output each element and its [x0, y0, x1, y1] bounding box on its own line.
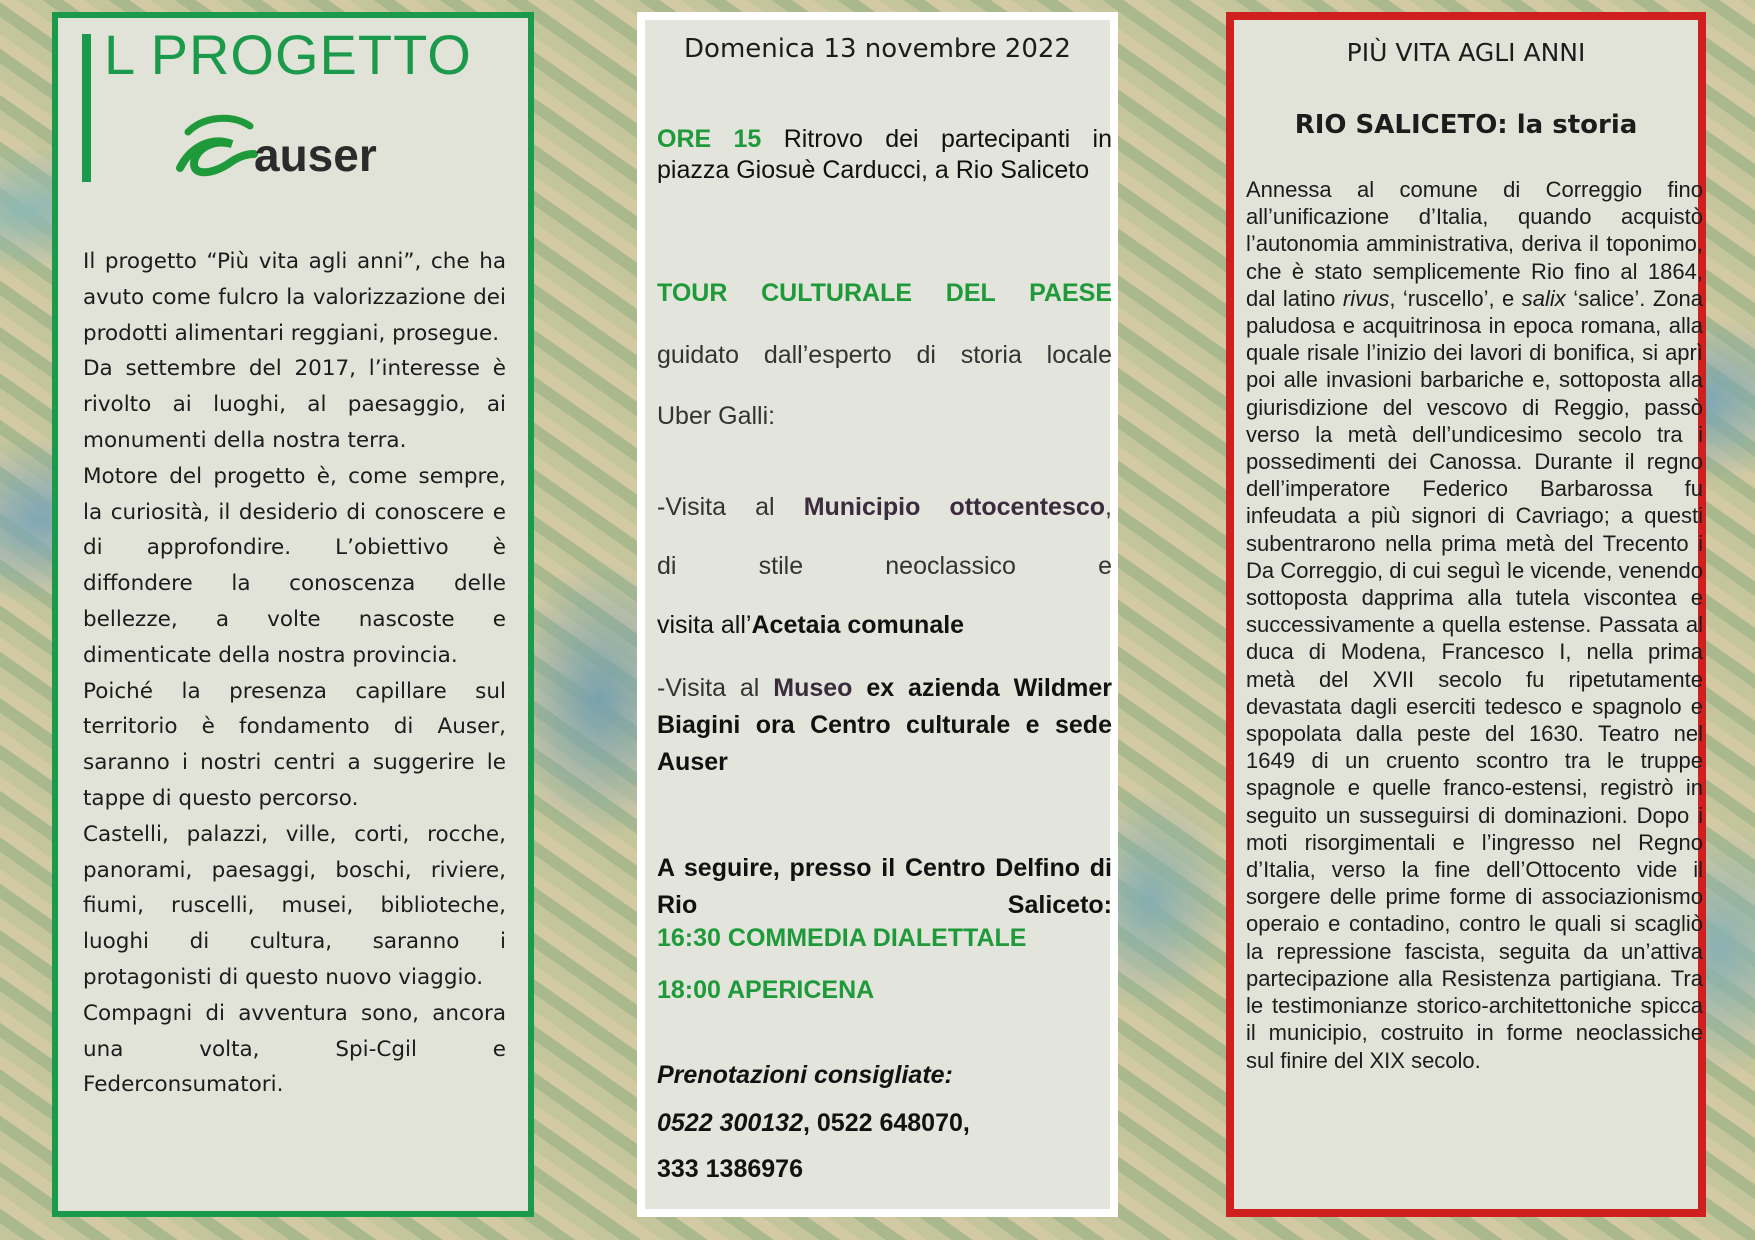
phone-3: 333 1386976 — [657, 1155, 803, 1183]
project-title: L PROGETTO — [104, 23, 472, 86]
phone-separator: , — [802, 1109, 810, 1137]
visit-1-line-2: di stile neoclassico e — [657, 552, 1112, 580]
visit-1-comma: , — [1105, 493, 1112, 521]
paragraph: Compagni di avventura sono, ancora una volta, Spi-Cgil e Federconsumatori. — [83, 1000, 506, 1098]
auser-logo — [170, 108, 430, 198]
meeting-time: ORE 15 — [657, 125, 762, 153]
event-date: Domenica 13 novembre 2022 — [684, 34, 1071, 64]
meeting-block — [657, 124, 1112, 186]
history-text-part: Annessa al comune di Correggio fino all’unificazione d’Italia, quando acquistò l’autonomia amministrativa, deriva il toponimo, che è stato semplicemente Rio fino al 1864, dal latino — [1246, 177, 1703, 311]
logo-wordmark: auser — [254, 129, 377, 181]
paragraph: Il progetto “Più vita agli anni”, che ha avuto come fulcro la valorizzazione dei prodotti alimentari reggiani, prosegue. — [83, 249, 506, 346]
meeting-text: Ritrovo dei partecipanti in piazza Giosuè Carducci, a Rio Saliceto — [657, 125, 1113, 184]
paragraph: Da settembre del 2017, l’interesse è rivolto ai luoghi, al paesaggio, ai monumenti della nostra terra. — [83, 356, 506, 453]
visit-2-rest: ex azienda Wildmer Biagini ora Centro culturale e sede Auser — [657, 674, 1112, 776]
guided-by: guidato dall’esperto di storia locale — [657, 341, 1112, 369]
visit-2-place: Museo — [773, 674, 853, 702]
phone-1: 0522 300132 — [657, 1109, 803, 1137]
right-panel — [1226, 12, 1706, 1217]
visit-2 — [657, 670, 1112, 781]
event-comedy: 16:30 COMMEDIA DIALETTALE — [657, 924, 1027, 952]
after-text: A seguire, presso il Centro Delfino di Rio Saliceto: — [657, 854, 1112, 919]
history-text-part: , ‘ruscello’, e — [1389, 285, 1522, 311]
paragraph: Castelli, palazzi, ville, corti, rocche, panorami, paesaggi, boschi, riviere, fiumi, ruscelli, musei, biblioteche, luoghi di cultura, saranno i protagonisti di questo nuovo viaggio. — [83, 821, 506, 990]
phone-2: 0522 648070 — [816, 1109, 963, 1137]
visit-1-line-3-place: Acetaia comunale — [751, 611, 965, 639]
project-description — [83, 244, 506, 1103]
middle-panel — [637, 12, 1118, 1217]
latin-word-salix: salix — [1521, 285, 1566, 311]
left-panel — [52, 12, 534, 1217]
history-text-part: ‘salice’. Zona paludosa e acquitrinosa in epoca romana, alla quale risale l’inizio dei lavori di bonifica, si aprì poi alle invasioni barbariche e, sottoposta alla giurisdizione del vescovo di Reggio, passò verso la metà dell’undicesimo secolo tra i possedimenti dei Canossa. Durante il regno dell’imperatore Federico Barbarossa fu infeudata a più signori di Cavriago; a questi subentrarono nella prima metà del Trecento i Da Correggio, di cui seguì le vicende, venendo sottoposta dapprima alla tutela viscontea e successivamente a quella estense. Passata al duca di Modena, Francesco I, nella prima metà del XVII secolo fu ripetutamente devastata dagli eserciti tedesco e spagnolo e spopolata dalla peste del 1630. Teatro nel 1649 di un cruento scontro tra le truppe spagnole e quelle franco-estensi, registrò in seguito un susseguirsi di dominazioni. Dopo i moti risorgimentali e l’ingresso nel Regno d’Italia, verso la fine dell’Ottocento vide il sorgere delle prime forme di associazionismo operaio e contadino, contro le quali si scagliò la repressione fascista, seguita da un’attiva partecipazione alla Resistenza partigiana. Tra le testimonianze storico-architettoniche spicca il municipio, costruito in forme neoclassiche sul finire del XIX secolo. — [1246, 285, 1703, 1073]
latin-word-rivus: rivus — [1342, 285, 1390, 311]
auser-swoosh-icon — [170, 108, 260, 188]
brochure-title: PIÙ VITA AGLI ANNI — [1346, 38, 1586, 67]
visit-1-line-3 — [657, 610, 1112, 640]
visit-1-line-1 — [657, 492, 1112, 522]
visit-1-place: Municipio ottocentesco — [803, 493, 1106, 521]
phone-line — [657, 1108, 1112, 1138]
history-text — [1246, 176, 1703, 1074]
history-subtitle: RIO SALICETO: la storia — [1294, 110, 1638, 140]
guide-name: Uber Galli: — [657, 402, 776, 430]
event-apericena: 18:00 APERICENA — [657, 976, 875, 1004]
paragraph: Poiché la presenza capillare sul territorio è fondamento di Auser, saranno i nostri centri a suggerire le tappe di questo percorso. — [83, 678, 506, 811]
visit-2-prefix: -Visita al — [657, 674, 760, 702]
title-initial-bar — [82, 34, 91, 182]
visit-1-prefix: -Visita al — [657, 493, 775, 521]
paragraph: Motore del progetto è, come sempre, la curiosità, il desiderio di conoscere e di approfondire. L’obiettivo è diffondere la conoscenza delle bellezze, a volte nascoste e dimenticate della nostra provincia. — [83, 463, 506, 668]
visit-1-line-3-prefix: visita all’ — [657, 611, 752, 639]
booking-title: Prenotazioni consigliate: — [657, 1061, 953, 1089]
phone-separator: , — [962, 1109, 970, 1137]
tour-title: TOUR CULTURALE DEL PAESE — [657, 279, 1112, 307]
